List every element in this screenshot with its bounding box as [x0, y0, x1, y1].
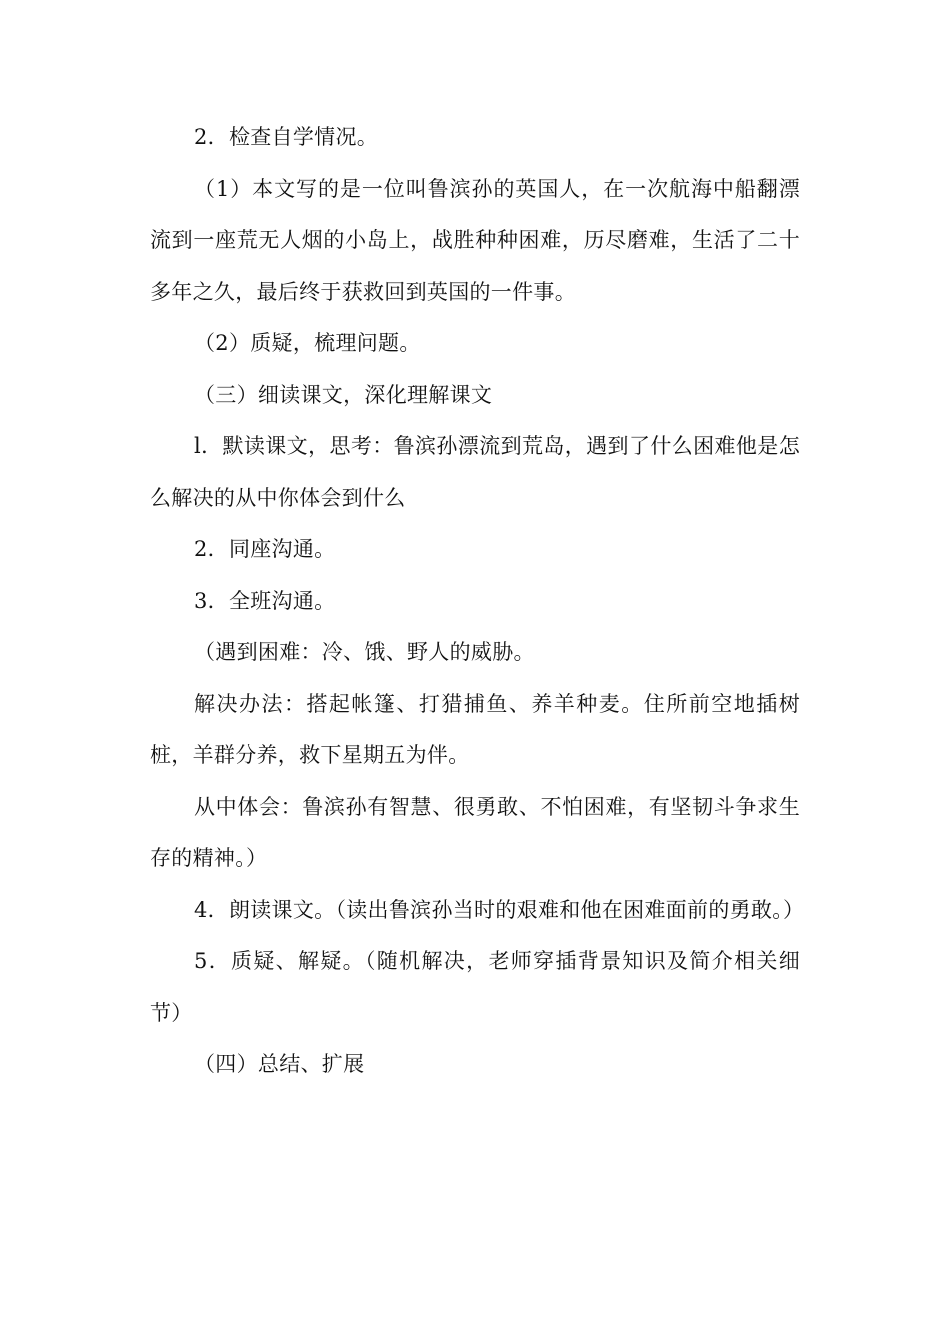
document-body — [150, 112, 805, 1091]
paragraph-read-aloud: 4．朗读课文。（读出鲁滨孙当时的艰难和他在困难面前的勇敢。） — [194, 897, 805, 922]
paragraph-questions: （2）质疑，梳理问题。 — [194, 331, 421, 355]
section-heading-summary: （四）总结、扩展 — [194, 1052, 365, 1076]
paragraph-summary: （1）本文写的是一位叫鲁滨孙的英国人，在一次航海中船翻漂流到一座荒无人烟的小岛上，战胜种种困难，历尽磨难，生活了二十多年之久，最后终于获救回到英国的一件事。 — [150, 176, 800, 304]
paragraph-solutions: 解决办法：搭起帐篷、打猎捕鱼、养羊种麦。住所前空地插树桩，羊群分养，救下星期五为伴。 — [150, 691, 800, 767]
section-heading-close-reading: （三）细读课文，深化理解课文 — [194, 382, 493, 407]
paragraph-insights: 从中体会：鲁滨孙有智慧、很勇敢、不怕困难，有坚韧斗争求生存的精神。） — [150, 794, 800, 870]
paragraph-check-self-study: 2．检查自学情况。 — [194, 125, 379, 149]
paragraph-difficulties: （遇到困难：冷、饿、野人的威胁。 — [194, 640, 535, 664]
paragraph-silent-reading: l．默读课文，思考：鲁滨孙漂流到荒岛，遇到了什么困难他是怎么解决的从中你体会到什么 — [150, 434, 800, 510]
paragraph-class-discussion: 3．全班沟通。 — [194, 588, 336, 613]
paragraph-pair-discussion: 2．同座沟通。 — [194, 537, 336, 561]
paragraph-question-answer: 5．质疑、解疑。（随机解决，老师穿插背景知识及简介相关细节） — [150, 949, 800, 1025]
